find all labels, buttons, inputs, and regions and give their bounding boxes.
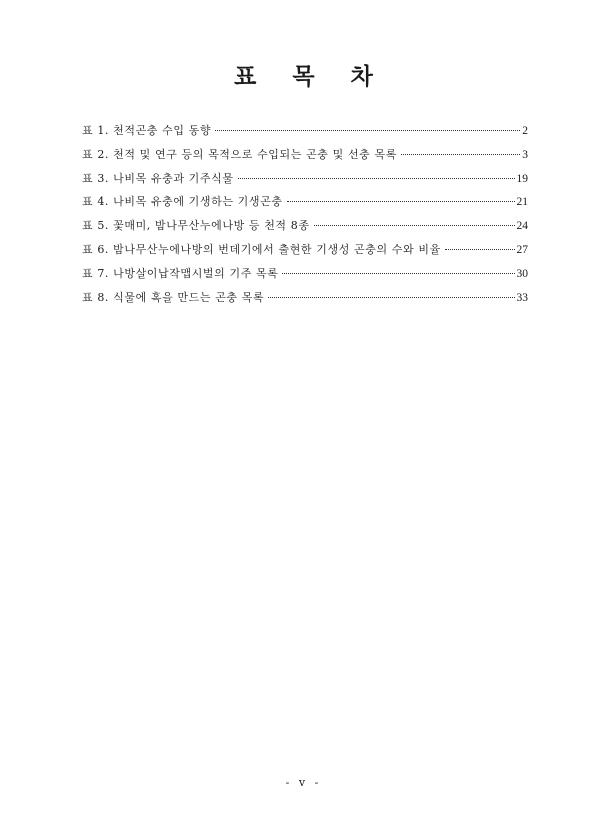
toc-entry[interactable] <box>82 170 528 194</box>
toc-entry-page: 27 <box>516 243 528 256</box>
toc-entry-page: 21 <box>516 196 528 209</box>
toc-leader-dots <box>445 249 515 250</box>
toc-leader-dots <box>238 178 515 179</box>
toc-entry[interactable] <box>82 146 528 170</box>
toc-entry[interactable] <box>82 241 528 265</box>
toc-entry-label: 표 1. 천적곤충 수입 동향 <box>82 124 212 137</box>
table-of-contents <box>82 122 528 312</box>
toc-entry[interactable] <box>82 217 528 241</box>
toc-leader-dots <box>282 273 514 274</box>
toc-entry[interactable] <box>82 193 528 217</box>
toc-leader-dots <box>268 297 514 298</box>
toc-entry-page: 19 <box>516 172 528 185</box>
toc-leader-dots <box>314 225 515 226</box>
toc-entry-page: 30 <box>516 267 528 280</box>
toc-entry[interactable] <box>82 289 528 313</box>
toc-leader-dots <box>215 130 520 131</box>
toc-entry[interactable] <box>82 122 528 146</box>
toc-entry-page: 33 <box>516 291 528 304</box>
page-number-footer: - v - <box>285 776 322 789</box>
toc-entry-label: 표 8. 식물에 혹을 만드는 곤충 목록 <box>82 290 265 304</box>
toc-entry-page: 24 <box>516 220 528 233</box>
page-title: 표 목 차 <box>234 63 387 90</box>
toc-entry-label: 표 5. 꽃매미, 밤나무산누에나방 등 천적 8종 <box>82 219 310 233</box>
toc-entry-page: 2 <box>522 125 528 137</box>
toc-leader-dots <box>401 154 520 155</box>
toc-entry-label: 표 3. 나비목 유충과 기주식물 <box>82 171 234 185</box>
toc-entry-label: 표 6. 밤나무산누에나방의 번데기에서 출현한 기생성 곤충의 수와 비율 <box>82 242 441 256</box>
toc-entry-page: 3 <box>522 148 528 161</box>
toc-entry[interactable] <box>82 265 528 289</box>
toc-entry-label: 표 7. 나방살이납작맵시벌의 기주 목록 <box>82 266 279 280</box>
toc-entry-label: 표 4. 나비목 유충에 기생하는 기생곤충 <box>82 195 283 209</box>
toc-entry-label: 표 2. 천적 및 연구 등의 목적으로 수입되는 곤충 및 선충 목록 <box>82 147 397 161</box>
toc-leader-dots <box>287 201 515 202</box>
